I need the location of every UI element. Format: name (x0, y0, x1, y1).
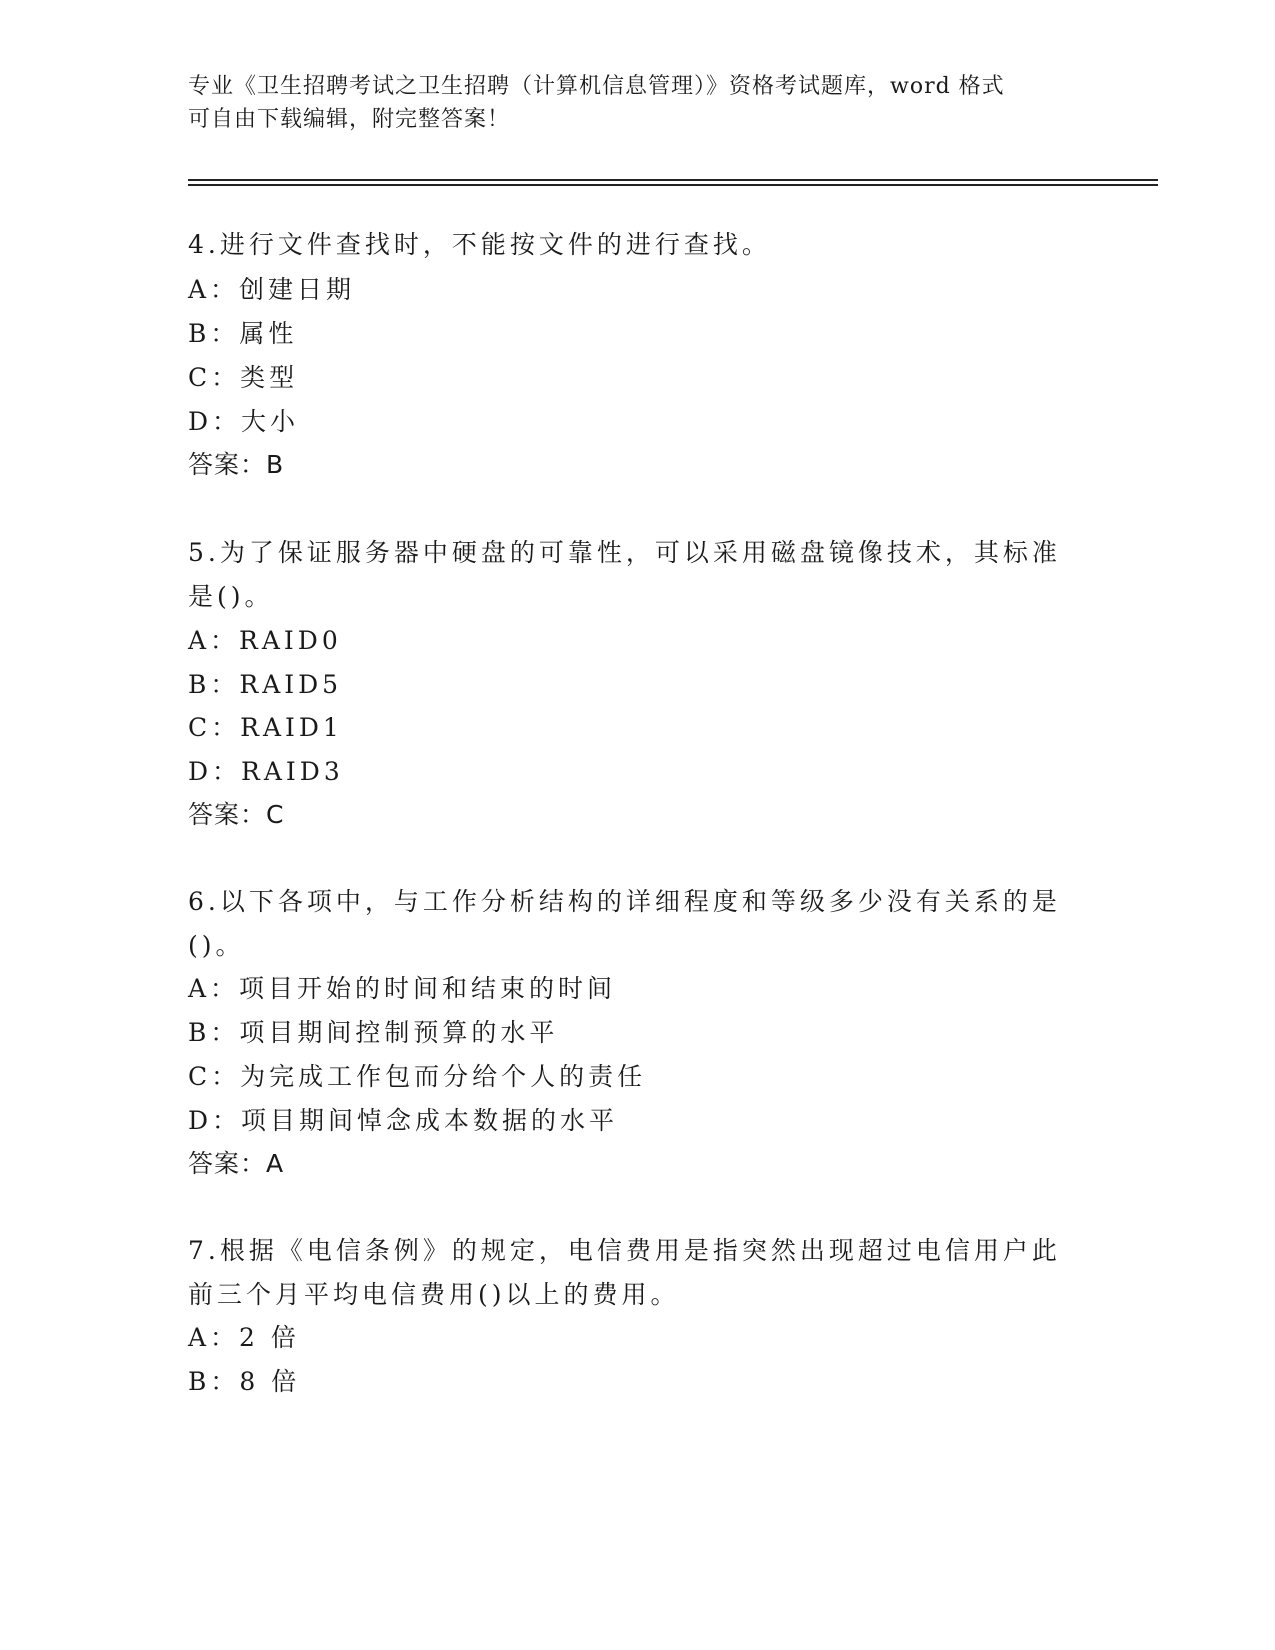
question-5-option-b: B：RAID5 (188, 670, 343, 699)
document-header (188, 70, 1068, 136)
question-7-text-line-1: 7.根据《电信条例》的规定，电信费用是指突然出现超过电信用户此 (188, 1236, 1061, 1265)
question-4-answer: 答案：B (188, 450, 285, 479)
question-6-text-line-1: 6.以下各项中，与工作分析结构的详细程度和等级多少没有关系的是 (188, 887, 1061, 916)
question-5-text-line-2: 是()。 (188, 582, 274, 611)
question-6-option-b: B：项目期间控制预算的水平 (188, 1018, 559, 1047)
question-4-text: 4.进行文件查找时，不能按文件的进行查找。 (188, 230, 771, 259)
question-4-option-a: A：创建日期 (188, 275, 356, 304)
question-6-answer: 答案：A (188, 1149, 285, 1178)
question-5-option-c: C：RAID1 (188, 713, 343, 742)
question-4-option-b: B：属性 (188, 319, 298, 348)
header-line-1: 专业《卫生招聘考试之卫生招聘（计算机信息管理）》资格考试题库，word 格式 (188, 74, 1005, 99)
question-4-option-c: C：类型 (188, 363, 299, 392)
question-4-option-d: D：大小 (188, 407, 300, 436)
question-7-option-a: A：2 倍 (188, 1323, 300, 1352)
question-7-option-b: B：8 倍 (188, 1367, 301, 1396)
question-7-text-line-2: 前三个月平均电信费用()以上的费用。 (188, 1280, 680, 1309)
header-line-2: 可自由下载编辑，附完整答案！ (188, 107, 511, 132)
question-5-text-line-1: 5.为了保证服务器中硬盘的可靠性，可以采用磁盘镜像技术，其标准 (188, 538, 1061, 567)
question-6-text-line-2: ()。 (188, 931, 245, 960)
header-divider-bottom (188, 184, 1158, 186)
question-5-option-d: D：RAID3 (188, 757, 344, 786)
question-6-option-c: C：为完成工作包而分给个人的责任 (188, 1062, 647, 1091)
question-6-option-d: D：项目期间悼念成本数据的水平 (188, 1106, 619, 1135)
question-5-answer: 答案：C (188, 800, 285, 829)
question-5-option-a: A：RAID0 (188, 626, 342, 655)
header-divider-top (188, 179, 1158, 181)
question-6-option-a: A：项目开始的时间和结束的时间 (188, 974, 617, 1003)
